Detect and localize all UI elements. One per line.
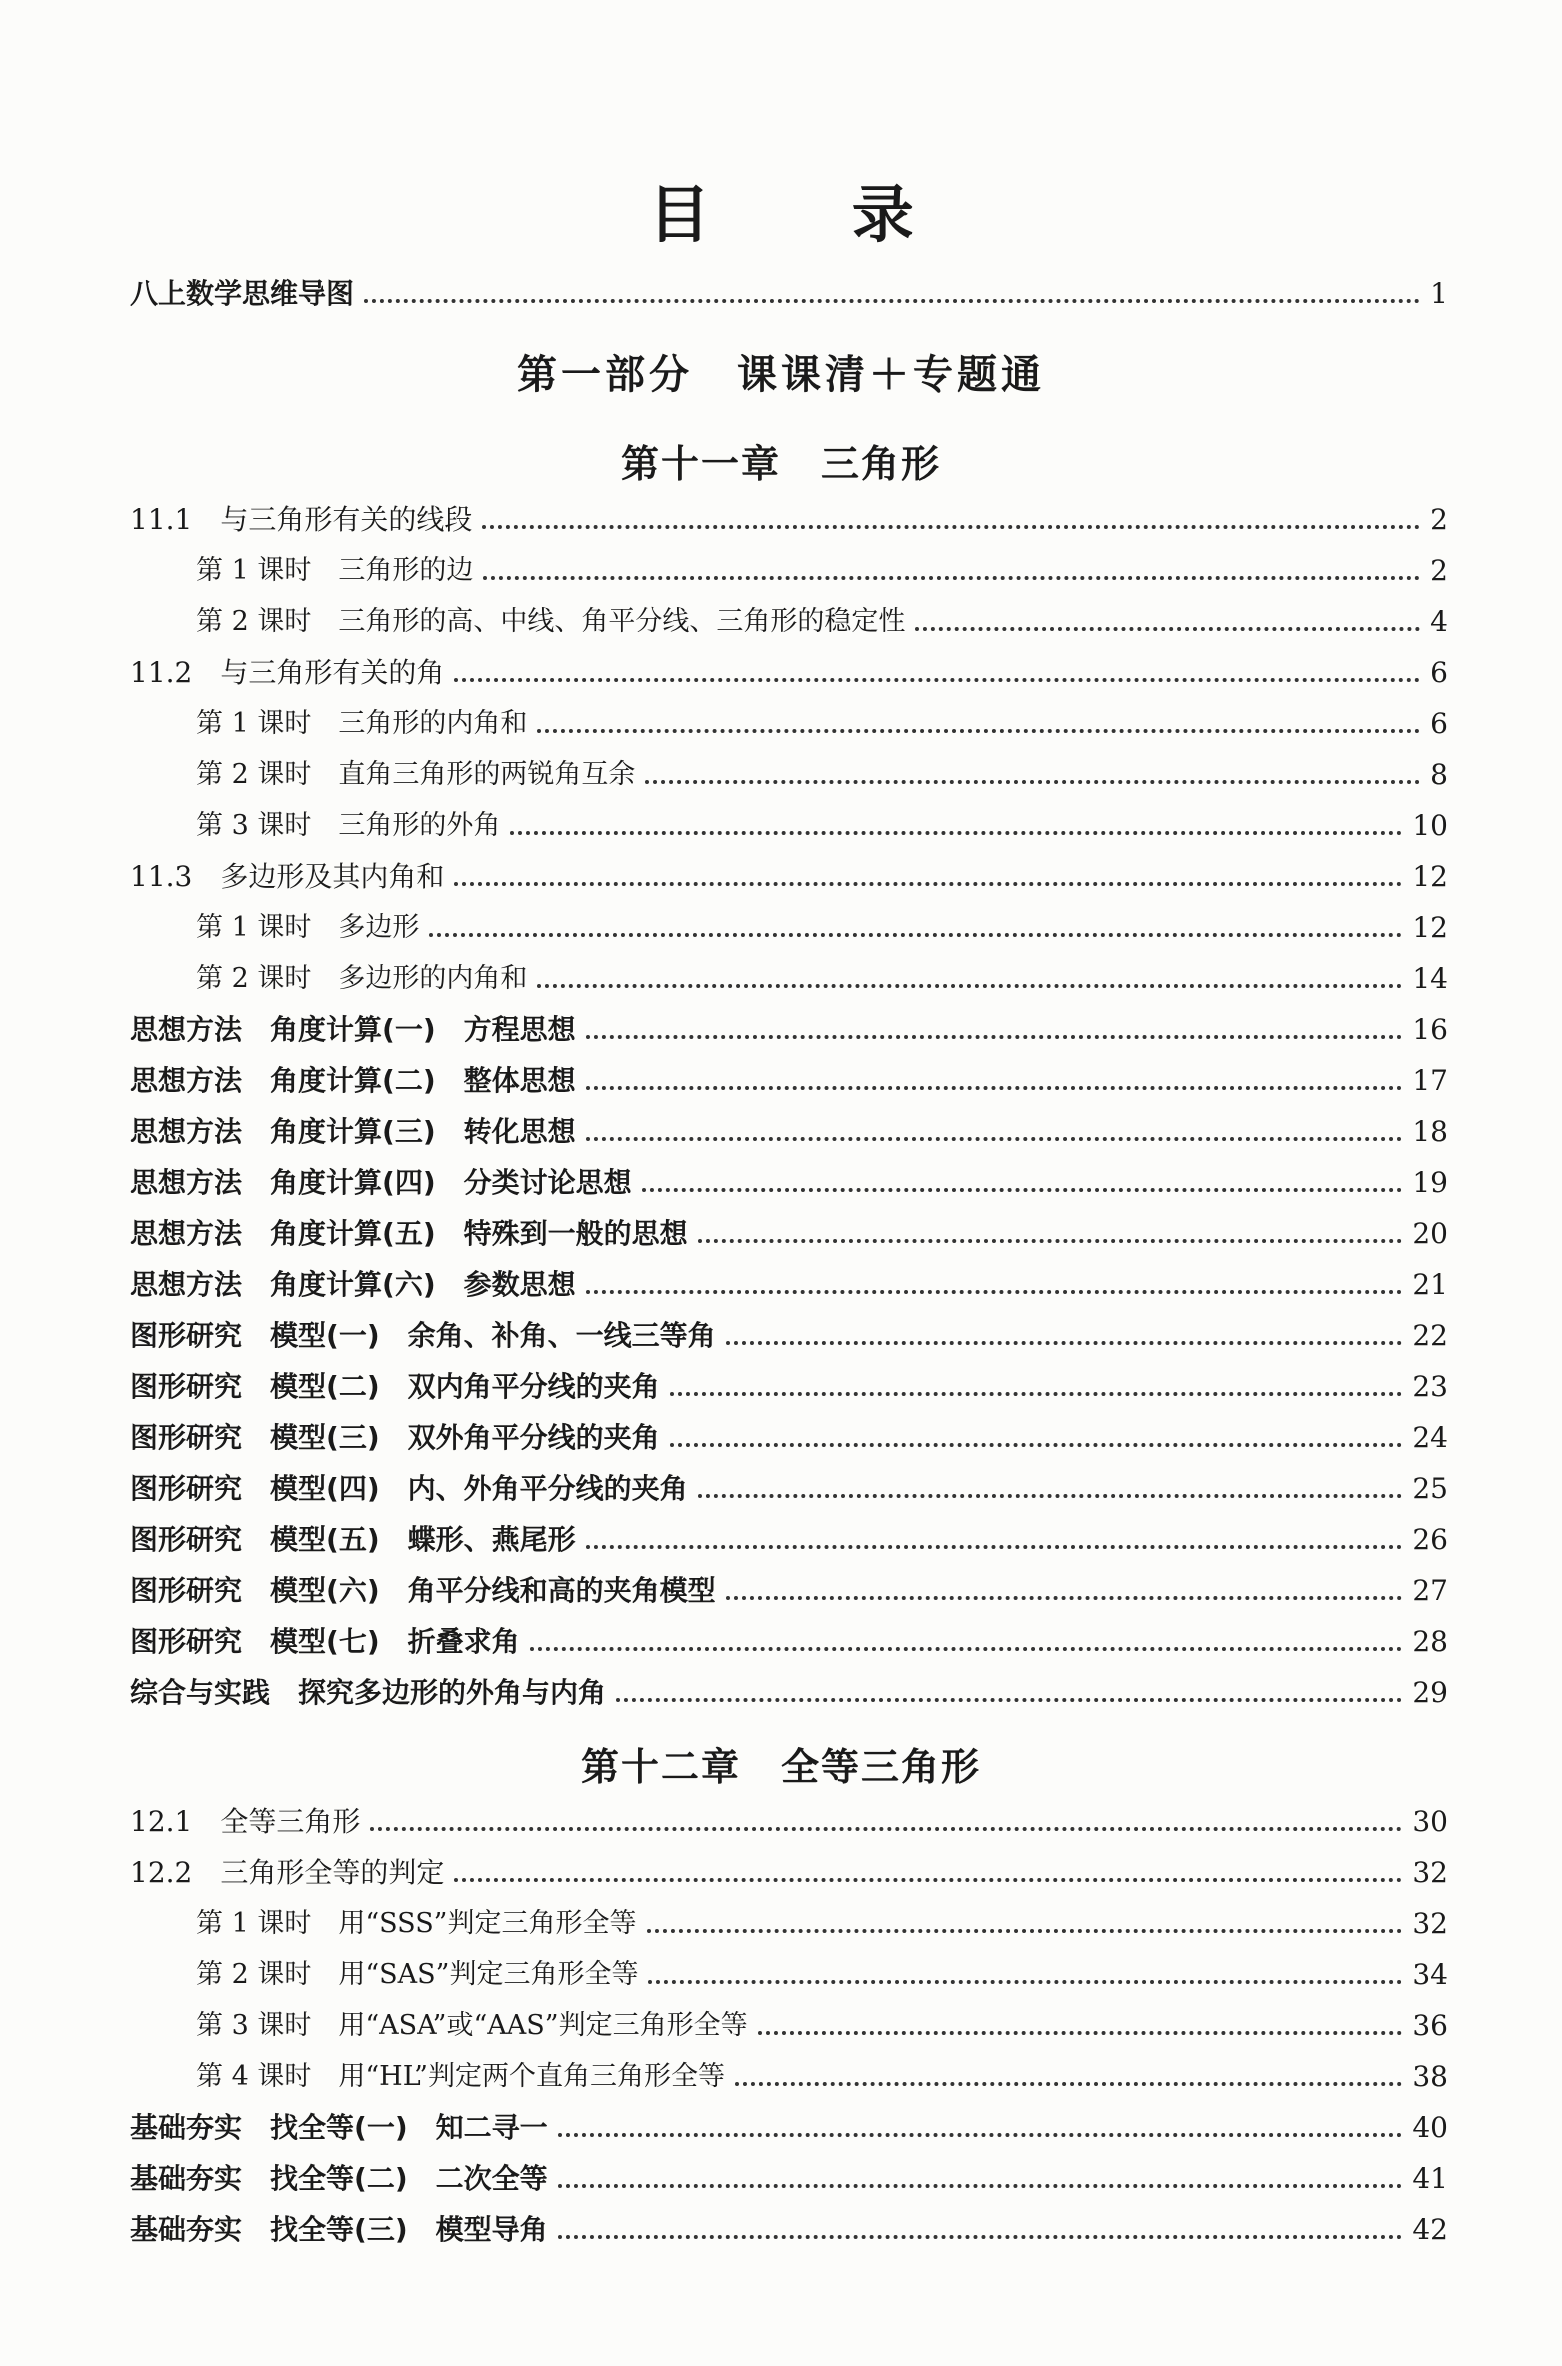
leader-dots [758, 2031, 1403, 2035]
entry-number: 第 2 课时 [196, 606, 339, 637]
leader-dots [482, 525, 1420, 529]
chapter-heading-12: 第十二章 全等三角形 [580, 1744, 981, 1789]
entry-page: 32 [1412, 1907, 1448, 1940]
entry-page: 2 [1430, 554, 1448, 587]
toc-entry[interactable] [130, 2157, 1448, 2201]
entry-page: 30 [1412, 1805, 1448, 1838]
entry-page: 24 [1412, 1421, 1448, 1454]
leader-dots [586, 1545, 1403, 1549]
entry-page: 28 [1412, 1625, 1448, 1658]
leader-dots [698, 1239, 1403, 1243]
toc-entry[interactable] [196, 753, 1448, 797]
leader-dots [645, 780, 1420, 784]
toc-entry[interactable] [130, 1314, 1448, 1358]
entry-number: 第 1 课时 [196, 708, 339, 739]
entry-text: 模型(二) 双内角平分线的夹角 [270, 1370, 660, 1403]
entry-number: 图形研究 [130, 1523, 271, 1556]
entry-number: 第 1 课时 [196, 912, 339, 943]
entry-page: 4 [1430, 605, 1448, 638]
toc-entry[interactable] [130, 1518, 1448, 1562]
leader-dots [454, 1878, 1402, 1882]
leader-dots [530, 1647, 1403, 1651]
page-title: 目 录 [648, 178, 974, 251]
toc-entry[interactable] [130, 1620, 1448, 1664]
toc-entry[interactable] [196, 702, 1448, 746]
leader-dots [647, 1929, 1403, 1933]
toc-entry[interactable] [130, 1851, 1448, 1895]
entry-page: 17 [1412, 1064, 1448, 1097]
toc-entry[interactable] [130, 1671, 1448, 1715]
leader-dots [586, 1035, 1403, 1039]
leader-dots [510, 831, 1402, 835]
entry-page: 10 [1412, 809, 1448, 842]
entry-number: 综合与实践 [130, 1676, 299, 1709]
entry-number: 第 2 课时 [196, 963, 339, 994]
entry-page: 1 [1430, 277, 1448, 310]
entry-page: 19 [1412, 1166, 1448, 1199]
leader-dots [537, 984, 1402, 988]
entry-number: 基础夯实 [130, 2213, 271, 2246]
leader-dots [558, 2133, 1403, 2137]
entry-text: 角度计算(六) 参数思想 [270, 1268, 576, 1301]
entry-text: 找全等(三) 模型导角 [270, 2213, 548, 2246]
leader-dots [586, 1137, 1403, 1141]
entry-page: 25 [1412, 1472, 1448, 1505]
leader-dots [364, 299, 1420, 303]
toc-entry[interactable] [130, 1059, 1448, 1103]
entry-page: 26 [1412, 1523, 1448, 1556]
entry-page: 29 [1412, 1676, 1448, 1709]
toc-entry[interactable] [130, 1365, 1448, 1409]
entry-text: 用“HL”判定两个直角三角形全等 [338, 2061, 725, 2092]
toc-entry[interactable] [130, 1263, 1448, 1307]
entry-number: 基础夯实 [130, 2111, 271, 2144]
toc-entry[interactable] [196, 957, 1448, 1001]
entry-text: 探究多边形的外角与内角 [298, 1676, 607, 1709]
toc-entry[interactable] [130, 2106, 1448, 2150]
entry-text: 模型(四) 内、外角平分线的夹角 [270, 1472, 688, 1505]
leader-dots [726, 1341, 1403, 1345]
entry-text: 用“SSS”判定三角形全等 [338, 1908, 637, 1939]
entry-text: 角度计算(四) 分类讨论思想 [270, 1166, 632, 1199]
entry-text: 三角形全等的判定 [220, 1856, 445, 1889]
entry-text: 模型(七) 折叠求角 [270, 1625, 520, 1658]
leader-dots [370, 1827, 1402, 1831]
toc-entry[interactable] [196, 1953, 1448, 1997]
entry-text: 与三角形有关的线段 [220, 503, 473, 536]
toc-entry-intro[interactable] [130, 272, 1448, 316]
entry-page: 18 [1412, 1115, 1448, 1148]
toc-entry[interactable] [130, 651, 1448, 695]
leader-dots [726, 1596, 1403, 1600]
leader-dots [429, 933, 1402, 937]
toc-entry[interactable] [196, 906, 1448, 950]
leader-dots [586, 1290, 1403, 1294]
entry-page: 6 [1430, 707, 1448, 740]
toc-entry[interactable] [130, 1008, 1448, 1052]
entry-page: 20 [1412, 1217, 1448, 1250]
entry-page: 6 [1430, 656, 1448, 689]
entry-text: 三角形的内角和 [338, 708, 528, 739]
entry-number: 第 1 课时 [196, 1908, 339, 1939]
entry-number: 11.1 [130, 503, 221, 536]
entry-text: 用“SAS”判定三角形全等 [338, 1959, 639, 1990]
toc-entry[interactable] [130, 1212, 1448, 1256]
entry-number: 图形研究 [130, 1319, 271, 1352]
entry-text: 角度计算(二) 整体思想 [270, 1064, 576, 1097]
entry-page: 12 [1412, 860, 1448, 893]
toc-entry[interactable] [196, 549, 1448, 593]
toc-entry[interactable] [196, 1902, 1448, 1946]
leader-dots [454, 882, 1402, 886]
entry-page: 38 [1412, 2060, 1448, 2093]
entry-text: 多边形及其内角和 [220, 860, 445, 893]
entry-text: 找全等(二) 二次全等 [270, 2162, 548, 2195]
entry-number: 思想方法 [130, 1013, 271, 1046]
entry-text: 用“ASA”或“AAS”判定三角形全等 [338, 2010, 748, 2041]
entry-number: 12.1 [130, 1805, 221, 1838]
entry-number: 11.3 [130, 860, 221, 893]
leader-dots [616, 1698, 1402, 1702]
leader-dots [648, 1980, 1402, 1984]
entry-page: 27 [1412, 1574, 1448, 1607]
entry-text: 三角形的高、中线、角平分线、三角形的稳定性 [338, 606, 906, 637]
leader-dots [915, 627, 1420, 631]
toc-entry[interactable] [196, 2004, 1448, 2048]
part-heading: 第一部分 课课清＋专题通 [517, 351, 1045, 398]
entry-text: 角度计算(五) 特殊到一般的思想 [270, 1217, 688, 1250]
toc-entry[interactable] [196, 600, 1448, 644]
toc-entry[interactable] [130, 855, 1448, 899]
leader-dots [483, 576, 1420, 580]
entry-text: 全等三角形 [220, 1805, 361, 1838]
entry-number: 12.2 [130, 1856, 221, 1889]
entry-number: 思想方法 [130, 1115, 271, 1148]
toc-entry[interactable] [130, 2208, 1448, 2252]
entry-page: 12 [1412, 911, 1448, 944]
entry-number: 图形研究 [130, 1574, 271, 1607]
entry-page: 41 [1412, 2162, 1448, 2195]
entry-page: 21 [1412, 1268, 1448, 1301]
entry-page: 2 [1430, 503, 1448, 536]
entry-number: 基础夯实 [130, 2162, 271, 2195]
entry-text: 角度计算(三) 转化思想 [270, 1115, 576, 1148]
entry-number: 图形研究 [130, 1472, 271, 1505]
leader-dots [670, 1443, 1403, 1447]
toc-entry[interactable] [130, 498, 1448, 542]
leader-dots [586, 1086, 1403, 1090]
entry-text: 角度计算(一) 方程思想 [270, 1013, 576, 1046]
entry-text: 三角形的边 [338, 555, 474, 586]
entry-number: 思想方法 [130, 1268, 271, 1301]
entry-number: 思想方法 [130, 1166, 271, 1199]
entry-text: 模型(六) 角平分线和高的夹角模型 [270, 1574, 716, 1607]
toc-entry[interactable] [130, 1110, 1448, 1154]
entry-number: 图形研究 [130, 1370, 271, 1403]
entry-text: 多边形的内角和 [338, 963, 528, 994]
toc-entry[interactable] [130, 1416, 1448, 1460]
entry-number: 第 2 课时 [196, 759, 339, 790]
toc-entry[interactable] [196, 2055, 1448, 2099]
entry-page: 40 [1412, 2111, 1448, 2144]
entry-text: 模型(五) 蝶形、燕尾形 [270, 1523, 576, 1556]
entry-text: 与三角形有关的角 [220, 656, 445, 689]
entry-number: 思想方法 [130, 1064, 271, 1097]
leader-dots [735, 2082, 1402, 2086]
entry-number: 图形研究 [130, 1625, 271, 1658]
entry-text: 找全等(一) 知二寻一 [270, 2111, 548, 2144]
toc-entry[interactable] [130, 1800, 1448, 1844]
toc-entry[interactable] [130, 1467, 1448, 1511]
entry-text: 三角形的外角 [338, 810, 501, 841]
entry-number: 图形研究 [130, 1421, 271, 1454]
entry-number: 第 2 课时 [196, 1959, 339, 1990]
entry-page: 36 [1412, 2009, 1448, 2042]
entry-page: 22 [1412, 1319, 1448, 1352]
leader-dots [698, 1494, 1403, 1498]
leader-dots [642, 1188, 1403, 1192]
leader-dots [558, 2184, 1403, 2188]
entry-number: 第 4 课时 [196, 2061, 339, 2092]
leader-dots [537, 729, 1420, 733]
entry-number: 第 1 课时 [196, 555, 339, 586]
entry-text: 直角三角形的两锐角互余 [338, 759, 636, 790]
entry-number: 11.2 [130, 656, 221, 689]
entry-page: 14 [1412, 962, 1448, 995]
entry-page: 42 [1412, 2213, 1448, 2246]
leader-dots [558, 2235, 1403, 2239]
leader-dots [670, 1392, 1403, 1396]
entry-number: 第 3 课时 [196, 2010, 339, 2041]
toc-entry[interactable] [130, 1569, 1448, 1613]
toc-entry[interactable] [130, 1161, 1448, 1205]
entry-page: 32 [1412, 1856, 1448, 1889]
entry-text: 模型(一) 余角、补角、一线三等角 [270, 1319, 716, 1352]
chapter-heading-11: 第十一章 三角形 [620, 441, 941, 486]
entry-text: 多边形 [338, 912, 420, 943]
entry-page: 34 [1412, 1958, 1448, 1991]
entry-page: 16 [1412, 1013, 1448, 1046]
entry-text: 八上数学思维导图 [130, 277, 355, 310]
toc-entry[interactable] [196, 804, 1448, 848]
entry-text: 模型(三) 双外角平分线的夹角 [270, 1421, 660, 1454]
entry-number: 思想方法 [130, 1217, 271, 1250]
entry-page: 8 [1430, 758, 1448, 791]
leader-dots [454, 678, 1420, 682]
entry-page: 23 [1412, 1370, 1448, 1403]
entry-number: 第 3 课时 [196, 810, 339, 841]
